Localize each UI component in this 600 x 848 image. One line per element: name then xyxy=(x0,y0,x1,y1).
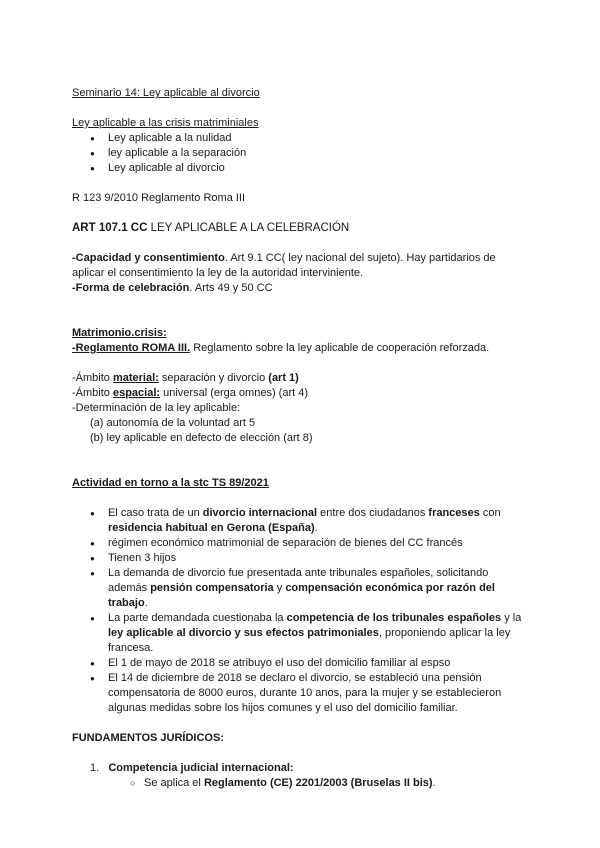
crisis-heading: Ley aplicable a las crisis matriminiales xyxy=(72,117,259,129)
bold-run: competencia de los tribunales españoles xyxy=(286,612,502,624)
spacer xyxy=(72,356,527,371)
ambito-espacial-key: espacial: xyxy=(112,387,161,399)
fundamentos-item xyxy=(72,761,527,776)
list-item: ● El 1 de mayo de 2018 se atribuyo el uso del domicilio familiar al espso xyxy=(72,656,527,671)
roma-text: Reglamento sobre la ley aplicable de cooperación reforzada. xyxy=(190,342,490,354)
spacer xyxy=(72,236,527,251)
text-run: . xyxy=(314,522,318,534)
spacer xyxy=(72,746,527,761)
bold-run: ley aplicable al divorcio y sus efectos patrimoniales xyxy=(108,627,379,639)
list-item: ● ley aplicable a la separación xyxy=(72,146,527,161)
capacidad-paragraph xyxy=(72,251,527,281)
matrimonio-heading: Matrimonio.crisis: xyxy=(72,327,167,339)
ambito-material-text: separación y divorcio xyxy=(158,372,269,384)
text-run: entre dos ciudadanos xyxy=(317,507,429,519)
ambito-material-art: (art 1) xyxy=(268,372,299,384)
spacer xyxy=(72,311,527,326)
roma-paragraph xyxy=(72,341,527,356)
item-label: Competencia judicial internacional: xyxy=(108,762,294,774)
bold-run: residencia habitual en Gerona (España) xyxy=(108,522,315,534)
text-run: y la xyxy=(501,612,522,624)
actividad-heading: Actividad en torno a la stc TS 89/2021 xyxy=(72,477,269,489)
bold-run: pensión compensatoria xyxy=(150,582,274,594)
spacer xyxy=(72,296,527,311)
capacidad-text: . Art 9.1 CC( ley nacional del sujeto). Hay partidarios de aplicar el consentimiento la ley de la autoridad interviniente. xyxy=(72,252,496,279)
ambito-material-key: material: xyxy=(112,372,159,384)
text-run: y xyxy=(273,582,286,594)
roma-label: -Reglamento ROMA III. xyxy=(72,342,191,354)
document-body xyxy=(72,86,527,791)
bold-run: divorcio internacional xyxy=(202,507,318,519)
ambito-material xyxy=(72,371,527,386)
list-item: (b) ley aplicable en defecto de elección (art 8) xyxy=(90,432,313,444)
seminar-title: Seminario 14: Ley aplicable al divorcio xyxy=(72,87,260,99)
list-item xyxy=(72,566,527,611)
bold-run: franceses xyxy=(428,507,480,519)
text-run: , proponiendo aplicar la ley francesa. xyxy=(108,627,511,654)
spacer xyxy=(72,461,527,476)
spacer xyxy=(72,491,527,506)
capacidad-label: -Capacidad y consentimiento xyxy=(72,252,225,264)
spacer xyxy=(72,176,527,191)
forma-text: . Arts 49 y 50 CC xyxy=(189,282,273,294)
spacer xyxy=(72,101,527,116)
text-run: La parte demandada cuestionaba la xyxy=(108,612,287,624)
item-number: 1. xyxy=(90,762,100,774)
bold-run: compensación económica por razón del trabajo xyxy=(108,582,495,609)
list-item: ● Ley aplicable a la nulidad xyxy=(72,131,527,146)
text-run: con xyxy=(479,507,501,519)
list-item xyxy=(72,506,527,536)
art-number: ART 107.1 CC xyxy=(72,222,148,234)
ambito-espacial-text: universal (erga omnes) (art 4) xyxy=(160,387,309,399)
text-run: . xyxy=(144,597,148,609)
bold-run: Reglamento (CE) 2201/2003 (Bruselas II bis) xyxy=(203,777,433,789)
spacer xyxy=(72,206,527,221)
list-item xyxy=(72,776,527,791)
crisis-list xyxy=(72,131,527,176)
case-list xyxy=(72,506,527,716)
ambito-prefix: -Ámbito xyxy=(72,387,113,399)
art-title: LEY APLICABLE A LA CELEBRACIÓN xyxy=(147,222,350,234)
list-item: ● El 14 de diciembre de 2018 se declaro el divorcio, se estableció una pensión compensatoria de 8000 euros, durante 10 anos, para la mujer y se establecieron algunas medidas sobre los hijos comunes y el uso del domicilio familiar. xyxy=(72,671,527,716)
list-item: ● régimen económico matrimonial de separación de bienes del CC francés xyxy=(72,536,527,551)
list-item: ● Tienen 3 hijos xyxy=(72,551,527,566)
list-item xyxy=(72,611,527,656)
forma-paragraph xyxy=(72,281,527,296)
fundamentos-sublist xyxy=(72,776,527,791)
text-run: Se aplica el xyxy=(144,777,204,789)
text-run: La demanda de divorcio fue presentada ante tribunales españoles, solicitando además xyxy=(108,567,489,594)
list-item: ● Ley aplicable al divorcio xyxy=(72,161,527,176)
art-heading xyxy=(72,221,527,236)
list-item: (a) autonomía de la voluntad art 5 xyxy=(90,417,256,429)
text-run: El caso trata de un xyxy=(108,507,203,519)
ambito-prefix: -Ámbito xyxy=(72,372,113,384)
determinacion-heading: -Determinación de la ley aplicable: xyxy=(72,402,241,414)
regulation-reference: R 123 9/2010 Reglamento Roma III xyxy=(72,192,246,204)
spacer xyxy=(72,716,527,731)
ambito-espacial xyxy=(72,386,527,401)
text-run: . xyxy=(432,777,436,789)
forma-label: -Forma de celebración xyxy=(72,282,190,294)
fundamentos-heading: FUNDAMENTOS JURÍDICOS: xyxy=(72,732,224,744)
spacer xyxy=(72,446,527,461)
